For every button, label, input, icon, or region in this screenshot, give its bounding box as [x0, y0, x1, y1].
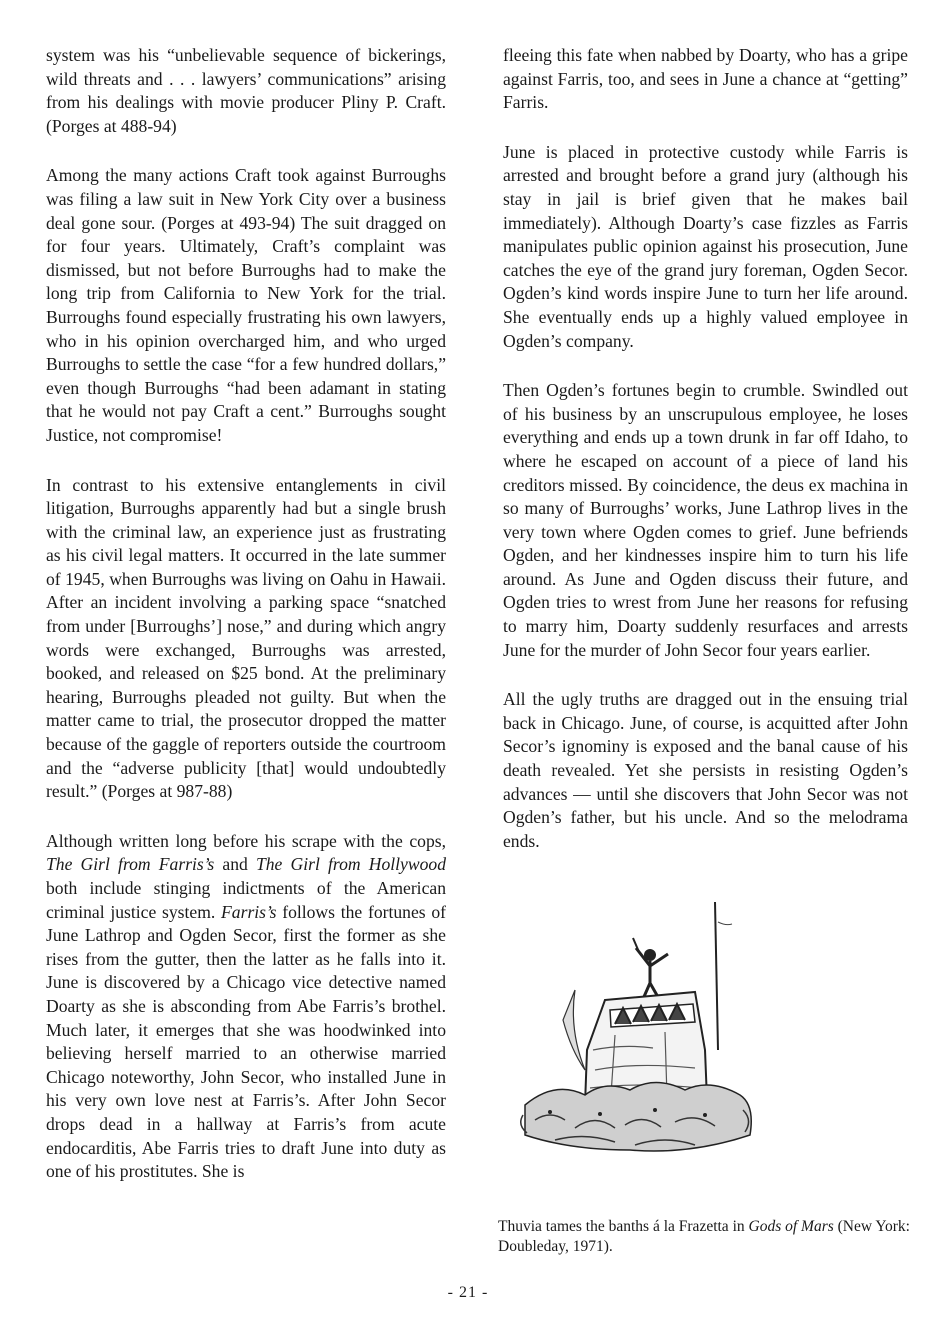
right-column — [503, 44, 908, 879]
caption-text: Thuvia tames the banths á la Frazetta in — [498, 1218, 749, 1235]
text-run: and — [214, 854, 256, 875]
book-title: The Girl from Hollywood — [255, 854, 446, 875]
paragraph — [46, 830, 446, 1184]
text-run: both include stinging indictments of the American criminal justice system. — [46, 878, 446, 922]
text-run: Although written long before his scrape with the cops, — [46, 830, 446, 851]
paragraph: fleeing this fate when nabbed by Doarty, who has a gripe against Farris, too, and sees in June a chance at “getting” Farris. — [503, 45, 908, 113]
book-title: Farris’s — [221, 901, 277, 922]
paragraph: June is placed in protective custody while Farris is arrested and brought before a grand jury (although his stay in jail is brief given that he makes bail immediately). Although Doarty’s case fizzles as Farris manipulates public opinion against his prosecution, June catches the eye of the grand jury foreman, Ogden Secor. Ogden’s kind words inspire June to turn her life around. She eventually ends up a highly valued employee in Ogden’s company. — [503, 141, 908, 351]
book-title: The Girl from Farris’s — [46, 854, 215, 875]
paragraph: Among the many actions Craft took against Burroughs was filing a law suit in New York City over a business deal gone sour. (Porges at 493-94) The suit dragged on for four years. Ultimately, Craft’s complaint was dismissed, but not before Burroughs had to make the long trip from California to New York for the trial. Burroughs found especially frustrating his own lawyers, who in his opinion overcharged him, and who urged Burroughs to settle the case “for a few hundred dollars,” even though Burroughs “had been adamant in stating that he would not pay Craft a cent.” Burroughs sought Justice, not compromise! — [46, 165, 446, 445]
paragraph: All the ugly truths are dragged out in the ensuing trial back in Chicago. June, of course, is acquitted after John Secor’s ignominy is exposed and the banal cause of his death revealed. Yet she persists in resisting Ogden’s advances — until she discovers that John Secor was not Ogden’s father, but his uncle. And so the melodrama ends. — [503, 689, 908, 851]
paragraph: Then Ogden’s fortunes begin to crumble. Swindled out of his business by an unscrupulous employee, he loses everything and ends up a town drunk in far off Idaho, to where he escaped on account of a piece of land his creditors missed. By coincidence, the deus ex machina in so many of Burroughs’ works, June Lathrop lives in the very town where Ogden comes to grief. June befriends Ogden, and her kindnesses inspire him to turn his life around. As June and Ogden discuss their future, and Ogden tries to wrest from June her reasons for refusing to marry him, Doarty suddenly resurfaces and arrests June for the murder of John Secor four years earlier. — [503, 380, 908, 660]
illustration-caption — [498, 1217, 918, 1257]
caption-book-title: Gods of Mars — [748, 1218, 834, 1235]
paragraph: In contrast to his extensive entanglements in civil litigation, Burroughs apparently had but a single brush with the criminal law, an experience just as frustrating as his civil legal matters. It occurred in the late summer of 1945, when Burroughs was living on Oahu in Hawaii. After an incident involving a parking space “snatched from under [Burroughs’] nose,” and during which angry words were exchanged, Burroughs was arrested, booked, and released on $25 bond. At the preliminary hearing, Burroughs pleaded not guilty. But when the matter came to trial, the prosecutor dropped the matter because of the gaggle of reporters outside the courtroom and the “adverse publicity [that] would undoubtedly result.” (Porges at 987-88) — [46, 474, 446, 802]
paragraph: system was his “unbelievable sequence of bickerings, wild threats and . . . lawyers’ communications” arising from his dealings with movie producer Pliny P. Craft. (Porges at 488-94) — [46, 45, 446, 136]
page-number: - 21 - — [447, 1284, 489, 1301]
left-column — [46, 44, 446, 1210]
text-run: follows the fortunes of June Lathrop and Ogden Secor, first the former as she rises from the gutter, then the latter as he falls into it. June is discovered by a Chicago vice detective named Doarty as she is absconding from Abe Farris’s brothel. Much later, it emerges that she was hoodwinked into believing herself married to an otherwise married Chicago noteworthy, John Secor, who installed June in his very own love nest at Farris’s. After John Secor drops dead in a hallway at Farris’s from acute endocarditis, Abe Farris tries to draft June into duty as one of his prostitutes. She is — [46, 901, 447, 1182]
caption-text: (New York: Doubleday, 1971). — [498, 1218, 910, 1255]
tower-with-banths-illustration — [515, 900, 755, 1165]
